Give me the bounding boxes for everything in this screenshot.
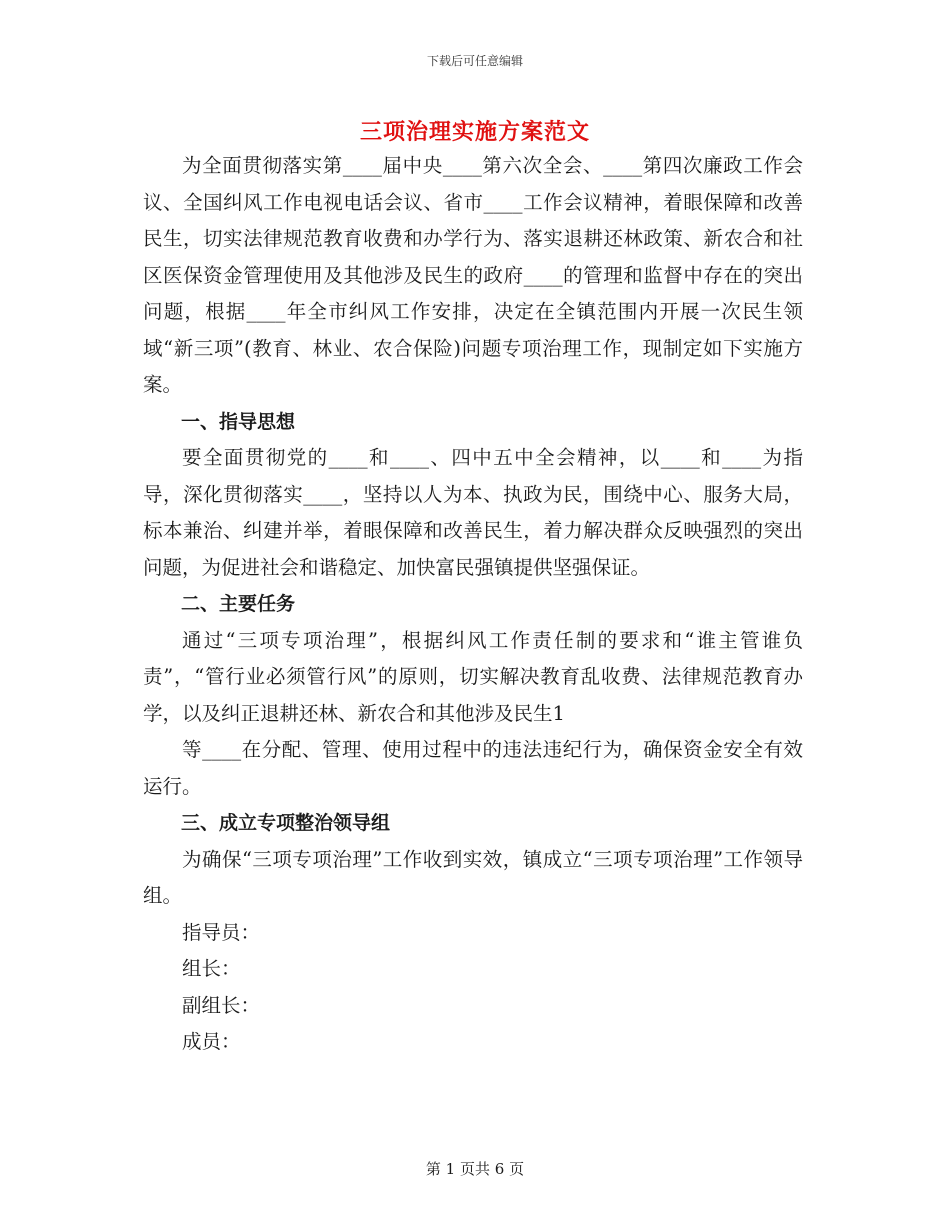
leading-group-leader: 组长： [182, 957, 241, 980]
section-heading-leading-group: 三、成立专项整治领导组 [181, 812, 391, 834]
main-tasks-paragraph-1: 通过“三项专项治理”，根据纠风工作责任制的要求和“谁主管谁负责”，“管行业必须管行风”的原则，切实解决教育乱收费、法律规范教育办学，以及纠正退耕还林、新农合和其他涉及民生1 [143, 628, 803, 725]
page-indicator: 第 1 页共 6 页 [425, 1160, 525, 1178]
header-note: 下载后可任意编辑 [426, 54, 523, 68]
section-heading-guiding-ideology: 一、指导思想 [181, 410, 296, 433]
leading-group-deputy-leader: 副组长： [182, 993, 261, 1017]
section-heading-main-tasks: 二、主要任务 [181, 593, 296, 615]
leading-group-instructor: 指导员： [182, 920, 261, 944]
intro-paragraph: 为全面贯彻落实第____届中央____第六次全会、____第四次廉政工作会议、全国纠风工作电视电话会议、省市____工作会议精神，着眼保障和改善民生，切实法律规范教育收费和办学行为、落实退耕还林政策、新农合和社区医保资金管理使用及其他涉及民生的政府____的管理和监督中存在的突出问题，根据____年全市纠风工作安排，决定在全镇范围内开展一次民生领域“新三项”(教育、林业、农合保险)问题专项治理工作，现制定如下实施方案。 [143, 154, 803, 396]
leading-group-paragraph: 为确保“三项专项治理”工作收到实效，镇成立“三项专项治理”工作领导组。 [143, 847, 803, 907]
guiding-ideology-paragraph: 要全面贯彻党的____和____、四中五中全会精神，以____和____为指导，深化贯彻落实____，坚持以人为本、执政为民，围绕中心、服务大局，标本兼治、纠建并举，着眼保障和改善民生，着力解决群众反映强烈的突出问题，为促进社会和谐稳定、加快富民强镇提供坚强保证。 [143, 446, 803, 579]
document-body [143, 148, 803, 1061]
document-title: 三项治理实施方案范文 [359, 119, 590, 145]
leading-group-members: 成员： [182, 1030, 241, 1053]
main-tasks-paragraph-2: 等____在分配、管理、使用过程中的违法违纪行为，确保资金安全有效运行。 [143, 738, 803, 798]
